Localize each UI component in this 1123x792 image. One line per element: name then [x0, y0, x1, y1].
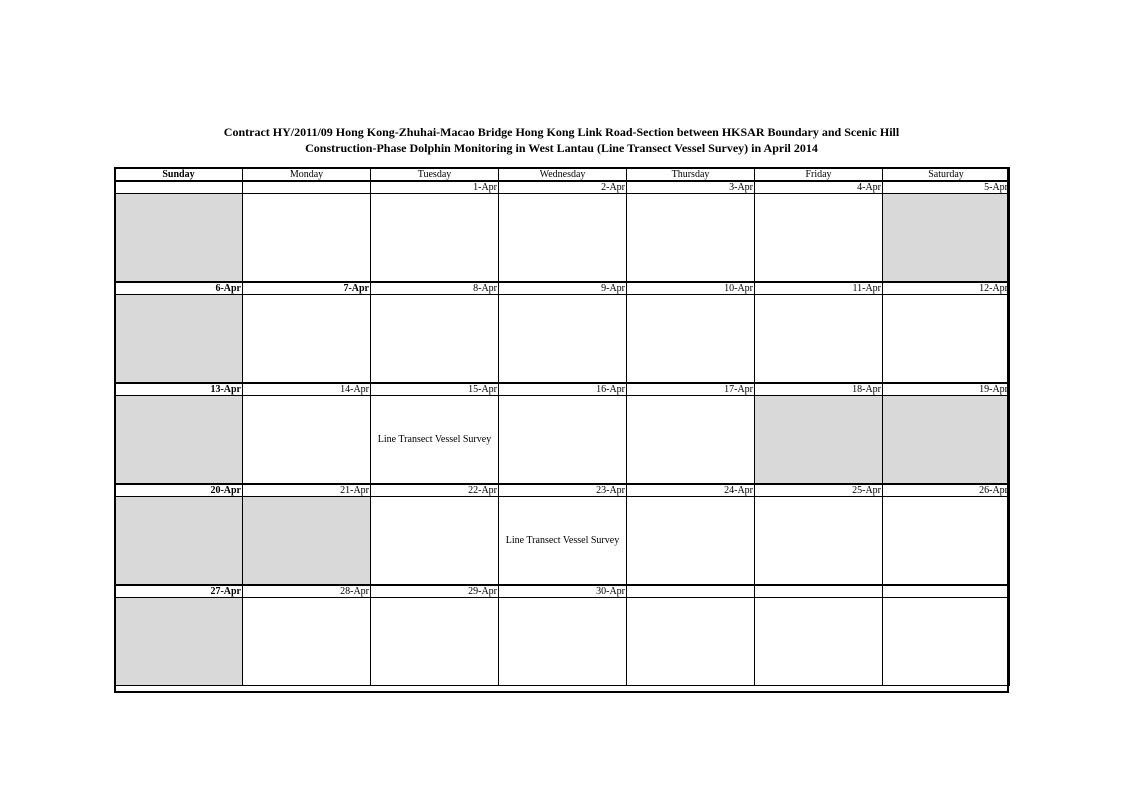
- date-cell: 7-Apr: [243, 282, 371, 295]
- day-cell-shaded: [883, 396, 1010, 485]
- dow-thursday: Thursday: [627, 168, 755, 182]
- date-cell: 18-Apr: [755, 383, 883, 396]
- date-cell: 12-Apr: [883, 282, 1010, 295]
- day-cell: [755, 497, 883, 586]
- date-cell: 8-Apr: [371, 282, 499, 295]
- day-cell-shaded: [115, 497, 243, 586]
- day-cell-shaded: [755, 396, 883, 485]
- day-cell-shaded: [115, 396, 243, 485]
- date-cell: 11-Apr: [755, 282, 883, 295]
- date-cell: 3-Apr: [627, 181, 755, 194]
- date-cell: 13-Apr: [115, 383, 243, 396]
- day-cell: [243, 295, 371, 384]
- date-cell: 20-Apr: [115, 484, 243, 497]
- day-cell: [755, 194, 883, 283]
- day-cell-shaded: [243, 497, 371, 586]
- day-cell: [499, 598, 627, 686]
- date-cell: 28-Apr: [243, 585, 371, 598]
- day-cell: [371, 497, 499, 586]
- day-cell: [243, 194, 371, 283]
- date-cell: 16-Apr: [499, 383, 627, 396]
- dow-wednesday: Wednesday: [499, 168, 627, 182]
- date-cell: [883, 585, 1010, 598]
- day-cell: [499, 295, 627, 384]
- dow-sunday: Sunday: [115, 168, 243, 182]
- week-2-dates: [115, 282, 1010, 295]
- survey-event-cell: Line Transect Vessel Survey: [499, 497, 627, 586]
- day-cell-shaded: [115, 194, 243, 283]
- day-cell: [371, 194, 499, 283]
- date-cell: 15-Apr: [371, 383, 499, 396]
- day-cell: [883, 497, 1010, 586]
- day-cell: [627, 194, 755, 283]
- dow-saturday: Saturday: [883, 168, 1010, 182]
- date-cell: 17-Apr: [627, 383, 755, 396]
- date-cell: 19-Apr: [883, 383, 1010, 396]
- document-subtitle: Construction-Phase Dolphin Monitoring in West Lantau (Line Transect Vessel Survey) in April 2014: [305, 141, 818, 155]
- week-3-dates: [115, 383, 1010, 396]
- week-4-events: [115, 497, 1010, 586]
- date-cell: 10-Apr: [627, 282, 755, 295]
- date-cell: 1-Apr: [371, 181, 499, 194]
- day-cell: [755, 295, 883, 384]
- dow-monday: Monday: [243, 168, 371, 182]
- day-cell: [627, 497, 755, 586]
- week-5-dates: [115, 585, 1010, 598]
- date-cell: [627, 585, 755, 598]
- date-cell: 23-Apr: [499, 484, 627, 497]
- date-cell: 14-Apr: [243, 383, 371, 396]
- week-4-dates: [115, 484, 1010, 497]
- date-cell: 4-Apr: [755, 181, 883, 194]
- day-cell: [627, 598, 755, 686]
- week-2-events: [115, 295, 1010, 384]
- day-cell: [371, 598, 499, 686]
- date-cell: 5-Apr: [883, 181, 1010, 194]
- date-cell: 27-Apr: [115, 585, 243, 598]
- date-cell: 2-Apr: [499, 181, 627, 194]
- day-cell: [499, 396, 627, 485]
- date-cell: [115, 181, 243, 194]
- day-cell: [627, 396, 755, 485]
- week-5-events: [115, 598, 1010, 686]
- day-cell: [883, 598, 1010, 686]
- dow-tuesday: Tuesday: [371, 168, 499, 182]
- day-cell: [755, 598, 883, 686]
- survey-event-cell: Line Transect Vessel Survey: [371, 396, 499, 485]
- date-cell: [755, 585, 883, 598]
- week-1-dates: [115, 181, 1010, 194]
- date-cell: 29-Apr: [371, 585, 499, 598]
- calendar-table: [114, 167, 1010, 686]
- date-cell: 22-Apr: [371, 484, 499, 497]
- day-cell-shaded: [883, 194, 1010, 283]
- document-title: Contract HY/2011/09 Hong Kong-Zhuhai-Macao Bridge Hong Kong Link Road-Section between HKSAR Boundary and Scenic Hill: [223, 125, 900, 139]
- day-cell-shaded: [115, 295, 243, 384]
- date-cell: 30-Apr: [499, 585, 627, 598]
- dow-friday: Friday: [755, 168, 883, 182]
- week-1-events: [115, 194, 1010, 283]
- week-3-events: [115, 396, 1010, 485]
- day-cell: [499, 194, 627, 283]
- date-cell: 26-Apr: [883, 484, 1010, 497]
- date-cell: 9-Apr: [499, 282, 627, 295]
- day-cell: [243, 598, 371, 686]
- date-cell: 25-Apr: [755, 484, 883, 497]
- day-cell: [883, 295, 1010, 384]
- date-cell: 24-Apr: [627, 484, 755, 497]
- date-cell: 21-Apr: [243, 484, 371, 497]
- day-of-week-header: [115, 168, 1010, 182]
- day-cell: [371, 295, 499, 384]
- day-cell-shaded: [115, 598, 243, 686]
- date-cell: [243, 181, 371, 194]
- day-cell: [243, 396, 371, 485]
- day-cell: [627, 295, 755, 384]
- date-cell: 6-Apr: [115, 282, 243, 295]
